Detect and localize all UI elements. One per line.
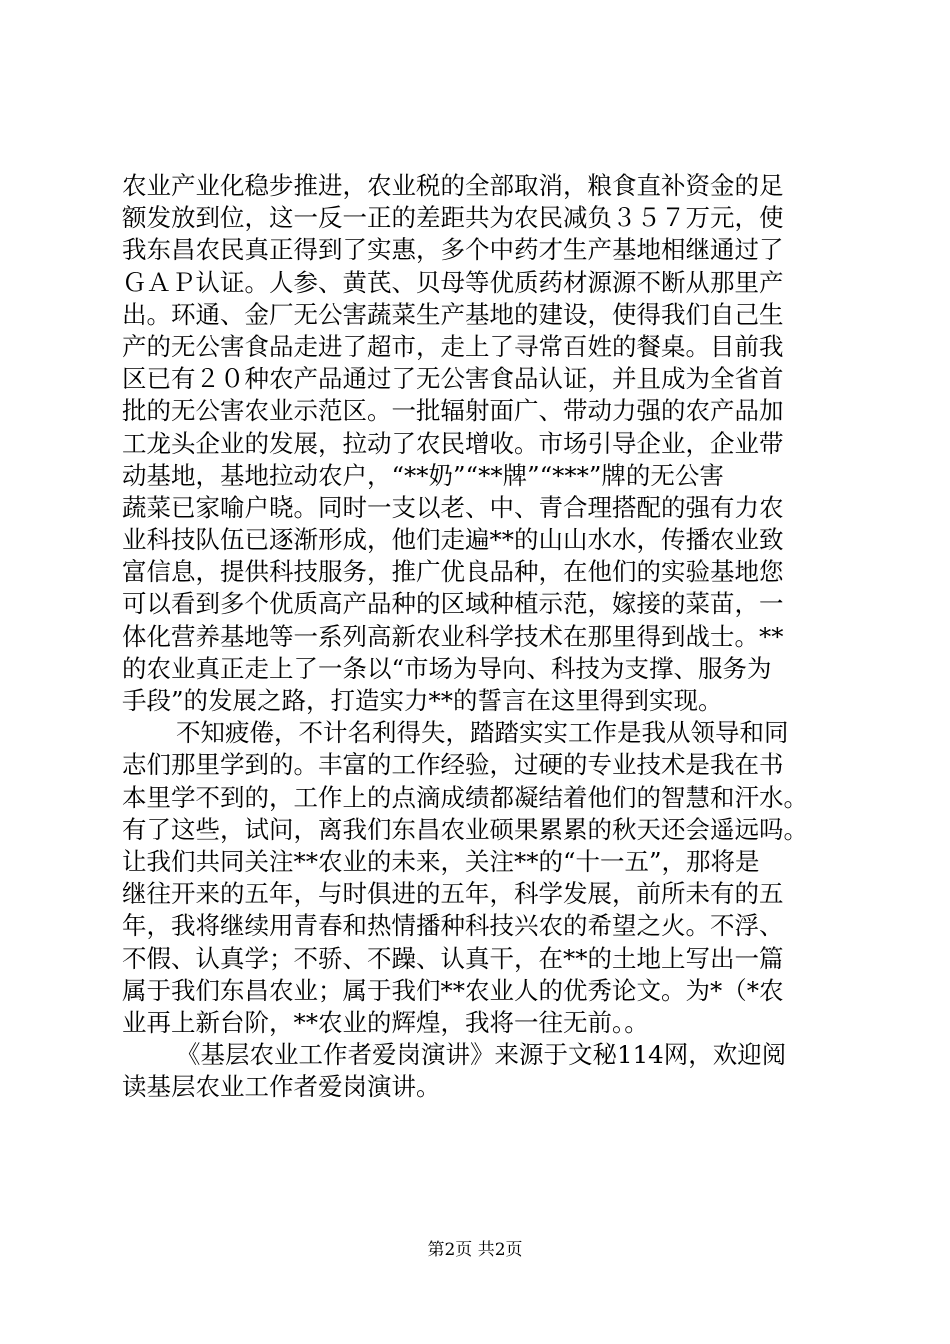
text-line: 本里学不到的，工作上的点滴成绩都凝结着他们的智慧和汗水。 [122, 782, 808, 812]
text-line: 批的无公害农业示范区。一批辐射面广、带动力强的农产品加 [122, 396, 784, 426]
text-line: 年，我将继续用青春和热情播种科技兴农的希望之火。不浮、 [122, 911, 784, 941]
text-line: 不假、认真学；不骄、不躁、认真干，在**的土地上写出一篇 [122, 943, 784, 973]
page-footer [0, 1240, 950, 1260]
text-line: 业再上新台阶，**农业的辉煌，我将一往无前。。 [122, 1007, 649, 1037]
text-line: 可以看到多个优质高产品种的区域种植示范，嫁接的菜苗，一 [122, 589, 784, 619]
text-line: 富信息，提供科技服务，推广优良品种，在他们的实验基地您 [122, 557, 784, 587]
paragraph-3 [122, 1039, 834, 1103]
paragraph-1 [122, 170, 834, 717]
text-line: 我东昌农民真正得到了实惠，多个中药才生产基地相继通过了 [122, 235, 784, 265]
page-number-label: 第2页 共2页 [427, 1240, 523, 1260]
text-line: 手段”的发展之路，打造实力**的誓言在这里得到实现。 [122, 686, 723, 715]
document-body [122, 170, 834, 1103]
text-line: 读基层农业工作者爱岗演讲。 [122, 1072, 441, 1102]
text-line: 产的无公害食品走进了超市，走上了寻常百姓的餐桌。目前我 [122, 331, 784, 361]
text-line: 属于我们东昌农业；属于我们**农业人的优秀论文。为*（*农 [122, 975, 784, 1005]
text-line: 继往开来的五年，与时俱进的五年，科学发展，前所未有的五 [122, 879, 784, 909]
text-line: ＧＡＰ认证。人参、黄芪、贝母等优质药材源源不断从那里产 [122, 267, 784, 297]
text-line: 出。环通、金厂无公害蔬菜生产基地的建设，使得我们自己生 [122, 299, 784, 329]
text-line: 业科技队伍已逐渐形成，他们走遍**的山山水水，传播农业致 [122, 525, 784, 555]
paragraph-2 [122, 717, 834, 1039]
text-line: 区已有２０种农产品通过了无公害食品认证，并且成为全省首 [122, 364, 784, 394]
text-line: 《基层农业工作者爱岗演讲》来源于文秘114网，欢迎阅 [176, 1040, 787, 1070]
text-line: 志们那里学到的。丰富的工作经验，过硬的专业技术是我在书 [122, 750, 784, 780]
text-line: 不知疲倦，不计名利得失，踏踏实实工作是我从领导和同 [176, 718, 789, 748]
text-line: 体化营养基地等一系列高新农业科学技术在那里得到战士。** [122, 621, 784, 651]
text-line: 额发放到位，这一反一正的差距共为农民减负３５７万元，使 [122, 203, 784, 233]
text-line: 的农业真正走上了一条以“市场为导向、科技为支撑、服务为 [122, 653, 772, 683]
text-line: 动基地，基地拉动农户，“**奶”“**牌”“***”牌的无公害 [122, 460, 724, 490]
text-line: 有了这些，试问，离我们东昌农业硕果累累的秋天还会遥远吗。 [122, 814, 808, 844]
text-line: 工龙头企业的发展，拉动了农民增收。市场引导企业，企业带 [122, 428, 784, 458]
text-line: 蔬菜已家喻户晓。同时一支以老、中、青合理搭配的强有力农 [122, 492, 784, 522]
text-line: 让我们共同关注**农业的未来，关注**的“十一五”，那将是 [122, 846, 760, 876]
text-line: 农业产业化稳步推进，农业税的全部取消，粮食直补资金的足 [122, 171, 784, 200]
